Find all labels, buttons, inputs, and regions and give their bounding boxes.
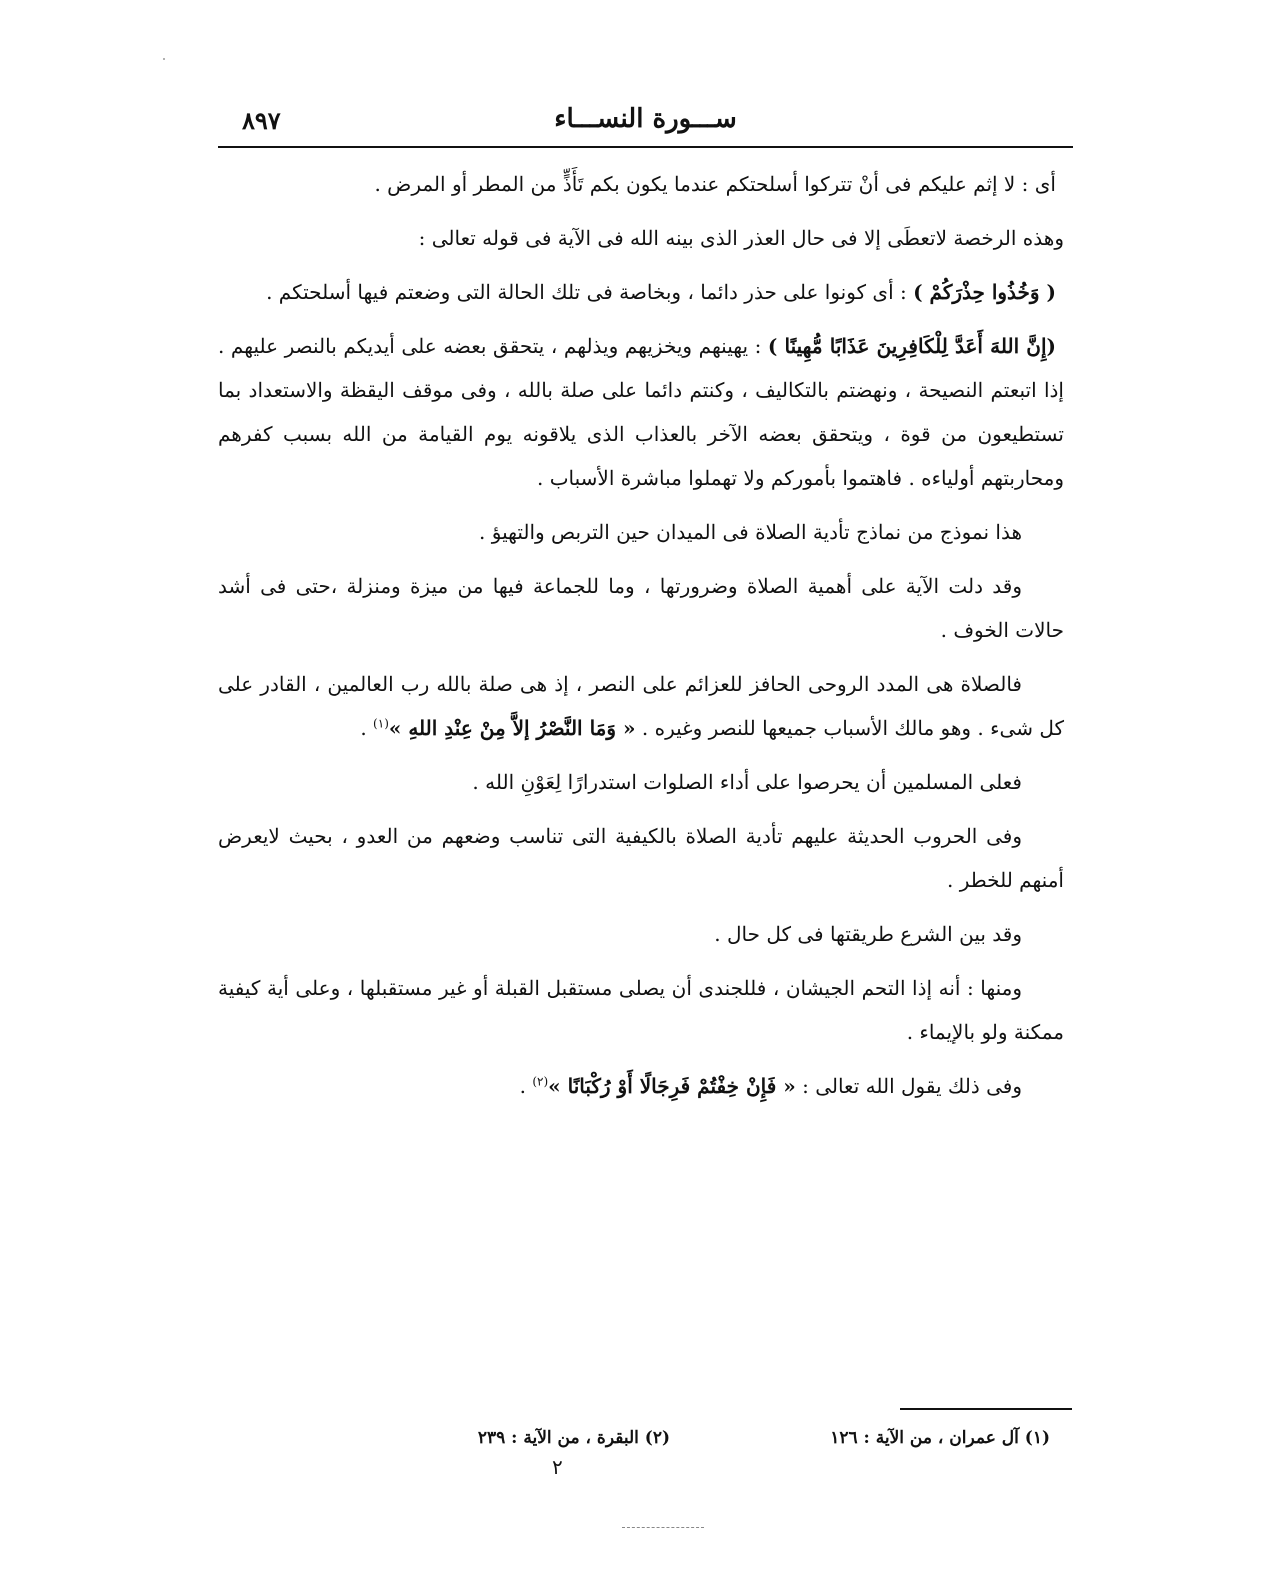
quran-verse: (إِنَّ اللهَ أَعَدَّ لِلْكَافِرِينَ عَذَابًا مُّهِينًا ) [767, 334, 1057, 358]
running-title: ســـورة النســـاء [554, 104, 737, 134]
paragraph-9: وفى الحروب الحديثة عليهم تأدية الصلاة بالكيفية التى تناسب وضعهم من العدو ، بحيث لايعرض أمنهم للخطر . [218, 824, 1064, 892]
paragraph-text: وفى ذلك يقول الله تعالى : [795, 1074, 1022, 1098]
paragraph-11: ومنها : أنه إذا التحم الجيشان ، فللجندى أن يصلى مستقبل القبلة أو غير مستقبلها ، وعلى أية كيفية ممكنة ولو بالإيماء . [218, 976, 1064, 1044]
scan-speck [163, 58, 165, 60]
footnote-ref-1: (١) [373, 716, 389, 731]
quran-verse: « وَمَا النَّصْرُ إلاَّ مِنْ عِنْدِ اللهِ » [388, 716, 636, 740]
page-header [218, 100, 1073, 144]
paragraph-2: وهذه الرخصة لاتعطَى إلا فى حال العذر الذى بينه الله فى الآية فى قوله تعالى : [418, 226, 1064, 250]
quran-verse: « فَإِنْ خِفْتُمْ فَرِجَالًا أَوْ رُكْبَانًا » [548, 1074, 796, 1098]
footnote-2: (٢) البقرة ، من الآية : ٢٣٩ [477, 1428, 670, 1448]
paragraph-1: أى : لا إثم عليكم فى أنْ تتركوا أسلحتكم عندما يكون بكم تَأَذٍّ من المطر أو المرض . [374, 172, 1056, 196]
paragraph-text: : أى كونوا على حذر دائما ، وبخاصة فى تلك الحالة التى وضعتم فيها أسلحتكم . [266, 280, 914, 304]
paragraph-end: . [519, 1074, 533, 1098]
body-text [218, 162, 1064, 1118]
paragraph-12 [218, 1064, 1064, 1108]
paragraph-end: . [360, 716, 374, 740]
paragraph-3 [218, 270, 1064, 314]
paragraph-text: : يهينهم ويخزيهم ويذلهم ، يتحقق بعضه على أيديكم بالنصر عليهم . إذا اتبعتم النصيحة ، ونهضتم بالتكاليف ، وكنتم دائما على صلة بالله ، وفى موقف اليقظة والاستعداد بما تستطيعون من قوة ، ويتحقق بعضه الآخر بالعذاب الذى يلاقونه يوم القيامة من الله بسبب كفرهم ومحاربتهم أولياءه . فاهتموا بأموركم ولا تهملوا مباشرة الأسباب . [218, 334, 1064, 490]
page-number: ٨٩٧ [242, 106, 281, 135]
paragraph-7 [218, 662, 1064, 750]
paragraph-6: وقد دلت الآية على أهمية الصلاة وضرورتها ، وما للجماعة فيها من ميزة ومنزلة ،حتى فى أشد حالات الخوف . [218, 574, 1064, 642]
quran-verse: ( وَخُذُوا حِذْرَكُمْ ) [913, 280, 1056, 304]
footnote-ref-2: (٢) [532, 1074, 549, 1089]
signature-mark: ٢ [552, 1455, 563, 1479]
footnote-rule [900, 1408, 1072, 1410]
paragraph-5: هذا نموذج من نماذج تأدية الصلاة فى الميدان حين التربص والتهيؤ . [479, 520, 1022, 544]
paragraph-4 [218, 324, 1064, 500]
footnote-1: (١) آل عمران ، من الآية : ١٢٦ [830, 1428, 1050, 1448]
paragraph-8: فعلى المسلمين أن يحرصوا على أداء الصلوات استدرارًا لِعَوْنِ الله . [472, 770, 1022, 794]
bottom-dash [622, 1527, 704, 1528]
paragraph-10: وقد بين الشرع طريقتها فى كل حال . [714, 922, 1022, 946]
footnotes [330, 1428, 1050, 1458]
header-rule [218, 146, 1073, 148]
paragraph-text: فالصلاة هى المدد الروحى الحافز للعزائم على النصر ، إذ هى صلة بالله رب العالمين ، القادر على كل شىء . وهو مالك الأسباب جميعها للنصر وغيره . [218, 672, 1064, 740]
